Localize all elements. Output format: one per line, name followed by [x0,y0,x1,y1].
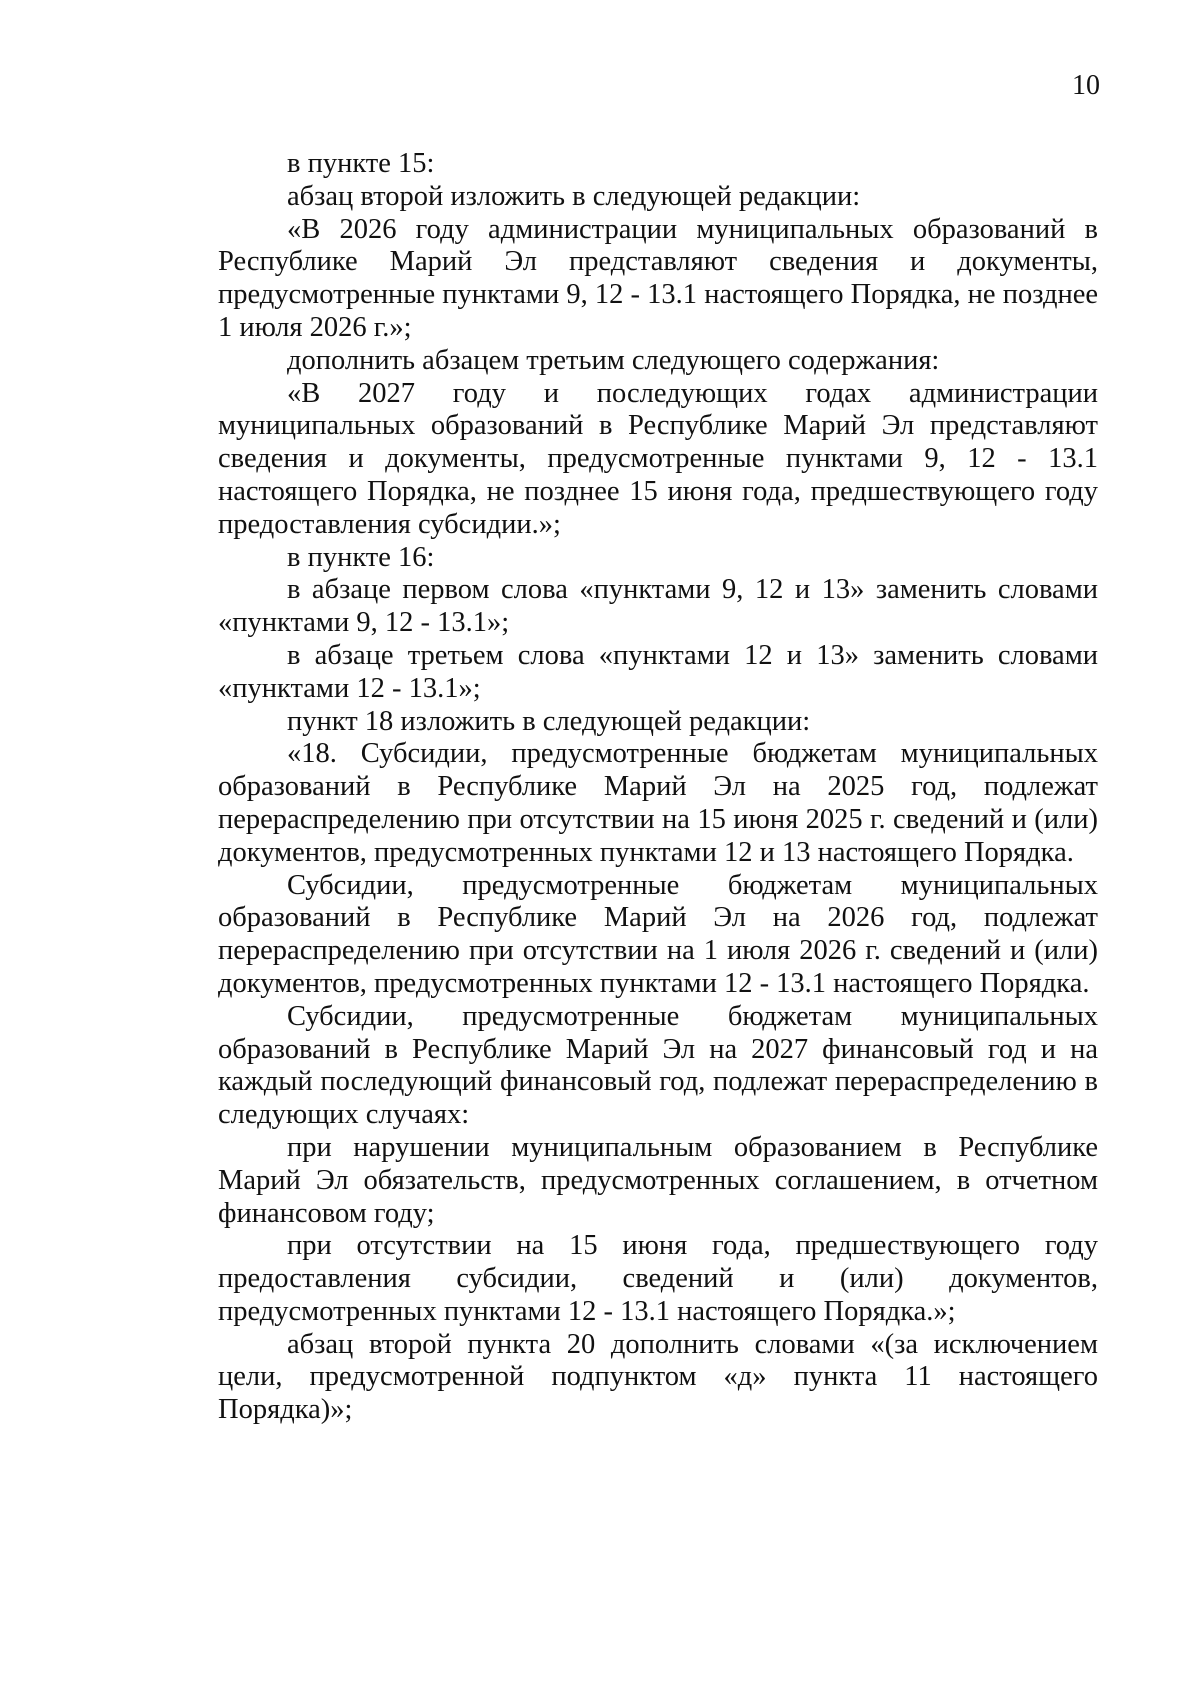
paragraph-6: в пункте 16: [287,541,435,573]
paragraph-3: «В 2026 году администрации муниципальных образований в Республике Марий Эл представляют сведения и документы, предусмотренные пунктами 9, 12 - 13.1 настоящего Порядка, не позднее 1 июля 2026 г.»; [218,213,1098,343]
paragraph-14: при отсутствии на 15 июня года, предшествующего году предоставления субсидии, сведений и (или) документов, предусмотренных пунктами 12 - 13.1 настоящего Порядка.»; [218,1230,1098,1327]
document-body [218,148,1098,1427]
paragraph-10: «18. Субсидии, предусмотренные бюджетам муниципальных образований в Республике Марий Эл на 2025 год, подлежат перераспределению при отсутствии на 15 июня 2025 г. сведений и (или) документов, предусмотренных пунктами 12 и 13 настоящего Порядка. [218,738,1098,868]
paragraph-12: Субсидии, предусмотренные бюджетам муниципальных образований в Республике Марий Эл на 2027 финансовый год и на каждый последующий финансовый год, подлежат перераспределению в следующих случаях: [218,1000,1098,1131]
page-number: 10 [1072,70,1100,101]
paragraph-9: пункт 18 изложить в следующей редакции: [287,705,811,737]
paragraph-4: дополнить абзацем третьим следующего содержания: [287,344,940,376]
paragraph-1: в пункте 15: [287,148,435,179]
paragraph-15: абзац второй пункта 20 дополнить словами «(за исключением цели, предусмотренной подпунктом «д» пункта 11 настоящего Порядка)»; [218,1328,1098,1426]
paragraph-2: абзац второй изложить в следующей редакции: [287,180,861,212]
paragraph-5: «В 2027 году и последующих годах администрации муниципальных образований в Республике Марий Эл представляют сведения и документы, предусмотренные пунктами 9, 12 - 13.1 настоящего Порядка, не позднее 15 июня года, предшествующего году предоставления субсидии.»; [218,377,1098,540]
paragraph-11: Субсидии, предусмотренные бюджетам муниципальных образований в Республике Марий Эл на 2026 год, подлежат перераспределению при отсутствии на 1 июля 2026 г. сведений и (или) документов, предусмотренных пунктами 12 - 13.1 настоящего Порядка. [218,869,1098,999]
paragraph-7: в абзаце первом слова «пунктами 9, 12 и 13» заменить словами «пунктами 9, 12 - 13.1»; [218,574,1098,639]
paragraph-13: при нарушении муниципальным образованием в Республике Марий Эл обязательств, предусмотренных соглашением, в отчетном финансовом году; [218,1131,1098,1229]
paragraph-8: в абзаце третьем слова «пунктами 12 и 13» заменить словами «пунктами 12 - 13.1»; [218,639,1098,704]
